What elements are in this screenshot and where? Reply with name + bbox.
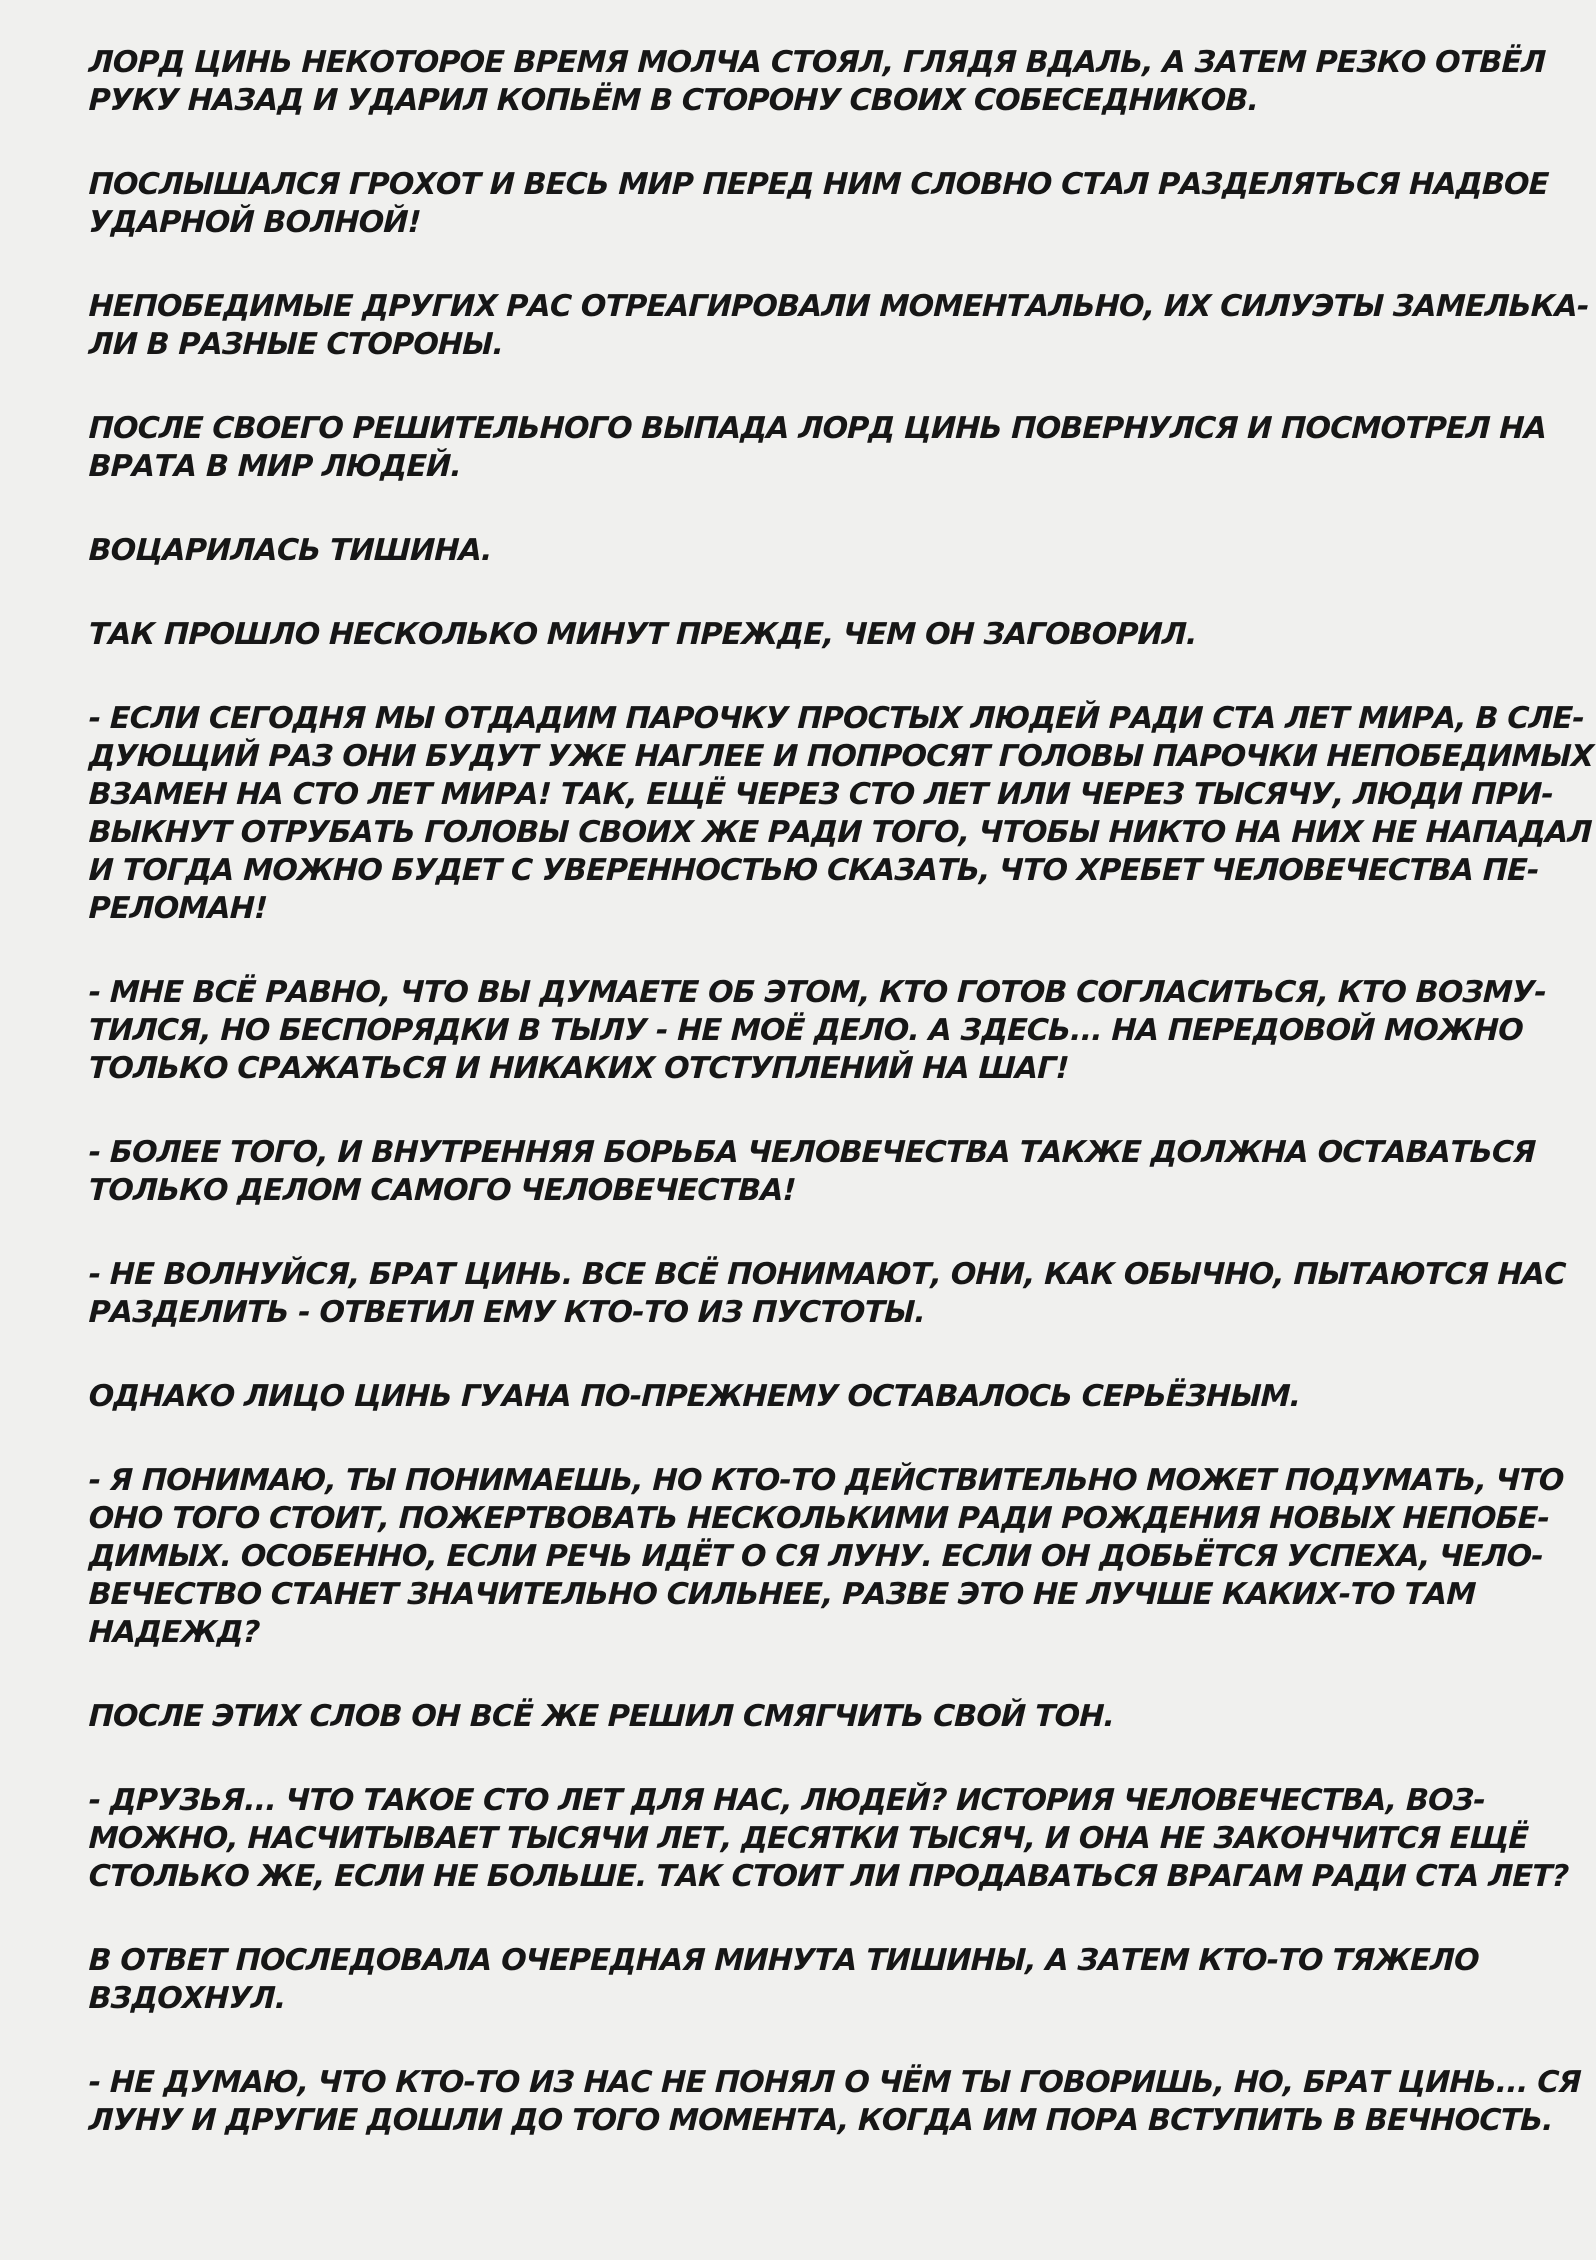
- text-line: ТОЛЬКО СРАЖАТЬСЯ И НИКАКИХ ОТСТУПЛЕНИЙ НА ШАГ!: [88, 1051, 1070, 1086]
- text-line: ВРАТА В МИР ЛЮДЕЙ.: [88, 449, 462, 484]
- text-line: ДИМЫХ. ОСОБЕННО, ЕСЛИ РЕЧЬ ИДЁТ О СЯ ЛУНУ. ЕСЛИ ОН ДОБЬЁТСЯ УСПЕХА, ЧЕЛО-: [88, 1539, 1544, 1574]
- text-line: ПОСЛЕ ЭТИХ СЛОВ ОН ВСЁ ЖЕ РЕШИЛ СМЯГЧИТЬ СВОЙ ТОН.: [88, 1699, 1115, 1734]
- paragraph: [88, 1134, 1537, 1210]
- text-line: УДАРНОЙ ВОЛНОЙ!: [88, 205, 422, 240]
- text-line: ВЗАМЕН НА СТО ЛЕТ МИРА! ТАК, ЕЩЁ ЧЕРЕЗ СТО ЛЕТ ИЛИ ЧЕРЕЗ ТЫСЯЧУ, ЛЮДИ ПРИ-: [88, 777, 1554, 812]
- text-line: - БОЛЕЕ ТОГО, И ВНУТРЕННЯЯ БОРЬБА ЧЕЛОВЕЧЕСТВА ТАКЖЕ ДОЛЖНА ОСТАВАТЬСЯ: [88, 1135, 1537, 1170]
- text-line: ТОЛЬКО ДЕЛОМ САМОГО ЧЕЛОВЕЧЕСТВА!: [88, 1173, 797, 1208]
- paragraph: [88, 166, 1549, 242]
- paragraph: [88, 532, 1516, 570]
- text-line: - ДРУЗЬЯ... ЧТО ТАКОЕ СТО ЛЕТ ДЛЯ НАС, ЛЮДЕЙ? ИСТОРИЯ ЧЕЛОВЕЧЕСТВА, ВОЗ-: [88, 1783, 1486, 1818]
- text-line: - Я ПОНИМАЮ, ТЫ ПОНИМАЕШЬ, НО КТО-ТО ДЕЙСТВИТЕЛЬНО МОЖЕТ ПОДУМАТЬ, ЧТО: [88, 1463, 1565, 1498]
- text-line: ЛУНУ И ДРУГИЕ ДОШЛИ ДО ТОГО МОМЕНТА, КОГДА ИМ ПОРА ВСТУПИТЬ В ВЕЧНОСТЬ.: [88, 2103, 1554, 2138]
- paragraph: [88, 1698, 1516, 1736]
- paragraph: [88, 616, 1516, 654]
- text-line: НЕПОБЕДИМЫЕ ДРУГИХ РАС ОТРЕАГИРОВАЛИ МОМЕНТАЛЬНО, ИХ СИЛУЭТЫ ЗАМЕЛЬКА-: [88, 289, 1590, 324]
- paragraph: [88, 974, 1547, 1088]
- text-line: ВЗДОХНУЛ.: [88, 1981, 287, 2016]
- paragraph: [88, 1782, 1569, 1896]
- text-column: [88, 44, 1594, 2140]
- text-line: РЕЛОМАН!: [88, 891, 268, 926]
- paragraph: [88, 2064, 1582, 2140]
- text-line: В ОТВЕТ ПОСЛЕДОВАЛА ОЧЕРЕДНАЯ МИНУТА ТИШИНЫ, А ЗАТЕМ КТО-ТО ТЯЖЕЛО: [88, 1943, 1480, 1978]
- paragraph: [88, 44, 1546, 120]
- text-line: И ТОГДА МОЖНО БУДЕТ С УВЕРЕННОСТЬЮ СКАЗАТЬ, ЧТО ХРЕБЕТ ЧЕЛОВЕЧЕСТВА ПЕ-: [88, 853, 1540, 888]
- text-line: РУКУ НАЗАД И УДАРИЛ КОПЬЁМ В СТОРОНУ СВОИХ СОБЕСЕДНИКОВ.: [88, 83, 1259, 118]
- text-line: ТИЛСЯ, НО БЕСПОРЯДКИ В ТЫЛУ - НЕ МОЁ ДЕЛО. А ЗДЕСЬ... НА ПЕРЕДОВОЙ МОЖНО: [88, 1013, 1524, 1048]
- paragraph: [88, 700, 1594, 928]
- text-line: ЛИ В РАЗНЫЕ СТОРОНЫ.: [88, 327, 504, 362]
- text-line: ЛОРД ЦИНЬ НЕКОТОРОЕ ВРЕМЯ МОЛЧА СТОЯЛ, ГЛЯДЯ ВДАЛЬ, А ЗАТЕМ РЕЗКО ОТВЁЛ: [88, 45, 1546, 80]
- paragraph: [88, 410, 1547, 486]
- text-line: РАЗДЕЛИТЬ - ОТВЕТИЛ ЕМУ КТО-ТО ИЗ ПУСТОТЫ.: [88, 1295, 926, 1330]
- text-line: ДУЮЩИЙ РАЗ ОНИ БУДУТ УЖЕ НАГЛЕЕ И ПОПРОСЯТ ГОЛОВЫ ПАРОЧКИ НЕПОБЕДИМЫХ: [88, 739, 1594, 774]
- text-line: ВЫКНУТ ОТРУБАТЬ ГОЛОВЫ СВОИХ ЖЕ РАДИ ТОГО, ЧТОБЫ НИКТО НА НИХ НЕ НАПАДАЛ: [88, 815, 1593, 850]
- text-line: ВЕЧЕСТВО СТАНЕТ ЗНАЧИТЕЛЬНО СИЛЬНЕЕ, РАЗВЕ ЭТО НЕ ЛУЧШЕ КАКИХ-ТО ТАМ: [88, 1577, 1477, 1612]
- text-line: СТОЛЬКО ЖЕ, ЕСЛИ НЕ БОЛЬШЕ. ТАК СТОИТ ЛИ ПРОДАВАТЬСЯ ВРАГАМ РАДИ СТА ЛЕТ?: [88, 1859, 1569, 1894]
- text-line: МОЖНО, НАСЧИТЫВАЕТ ТЫСЯЧИ ЛЕТ, ДЕСЯТКИ ТЫСЯЧ, И ОНА НЕ ЗАКОНЧИТСЯ ЕЩЁ: [88, 1821, 1529, 1856]
- paragraph: [88, 1942, 1516, 2018]
- text-line: - НЕ ДУМАЮ, ЧТО КТО-ТО ИЗ НАС НЕ ПОНЯЛ О ЧЁМ ТЫ ГОВОРИШЬ, НО, БРАТ ЦИНЬ... СЯ: [88, 2065, 1582, 2100]
- text-line: - ЕСЛИ СЕГОДНЯ МЫ ОТДАДИМ ПАРОЧКУ ПРОСТЫХ ЛЮДЕЙ РАДИ СТА ЛЕТ МИРА, В СЛЕ-: [88, 701, 1585, 736]
- text-line: ПОСЛЫШАЛСЯ ГРОХОТ И ВЕСЬ МИР ПЕРЕД НИМ СЛОВНО СТАЛ РАЗДЕЛЯТЬСЯ НАДВОЕ: [88, 167, 1549, 202]
- text-line: ПОСЛЕ СВОЕГО РЕШИТЕЛЬНОГО ВЫПАДА ЛОРД ЦИНЬ ПОВЕРНУЛСЯ И ПОСМОТРЕЛ НА: [88, 411, 1547, 446]
- text-line: ОДНАКО ЛИЦО ЦИНЬ ГУАНА ПО-ПРЕЖНЕМУ ОСТАВАЛОСЬ СЕРЬЁЗНЫМ.: [88, 1379, 1301, 1414]
- paragraph: [88, 1378, 1516, 1416]
- paragraph: [88, 288, 1590, 364]
- text-line: - МНЕ ВСЁ РАВНО, ЧТО ВЫ ДУМАЕТЕ ОБ ЭТОМ, КТО ГОТОВ СОГЛАСИТЬСЯ, КТО ВОЗМУ-: [88, 975, 1547, 1010]
- text-line: ОНО ТОГО СТОИТ, ПОЖЕРТВОВАТЬ НЕСКОЛЬКИМИ РАДИ РОЖДЕНИЯ НОВЫХ НЕПОБЕ-: [88, 1501, 1550, 1536]
- text-line: ВОЦАРИЛАСЬ ТИШИНА.: [88, 533, 493, 568]
- paragraph: [88, 1462, 1565, 1652]
- text-line: ТАК ПРОШЛО НЕСКОЛЬКО МИНУТ ПРЕЖДЕ, ЧЕМ ОН ЗАГОВОРИЛ.: [88, 617, 1198, 652]
- text-line: НАДЕЖД?: [88, 1615, 261, 1650]
- paragraph: [88, 1256, 1567, 1332]
- text-line: - НЕ ВОЛНУЙСЯ, БРАТ ЦИНЬ. ВСЕ ВСЁ ПОНИМАЮТ, ОНИ, КАК ОБЫЧНО, ПЫТАЮТСЯ НАС: [88, 1257, 1567, 1292]
